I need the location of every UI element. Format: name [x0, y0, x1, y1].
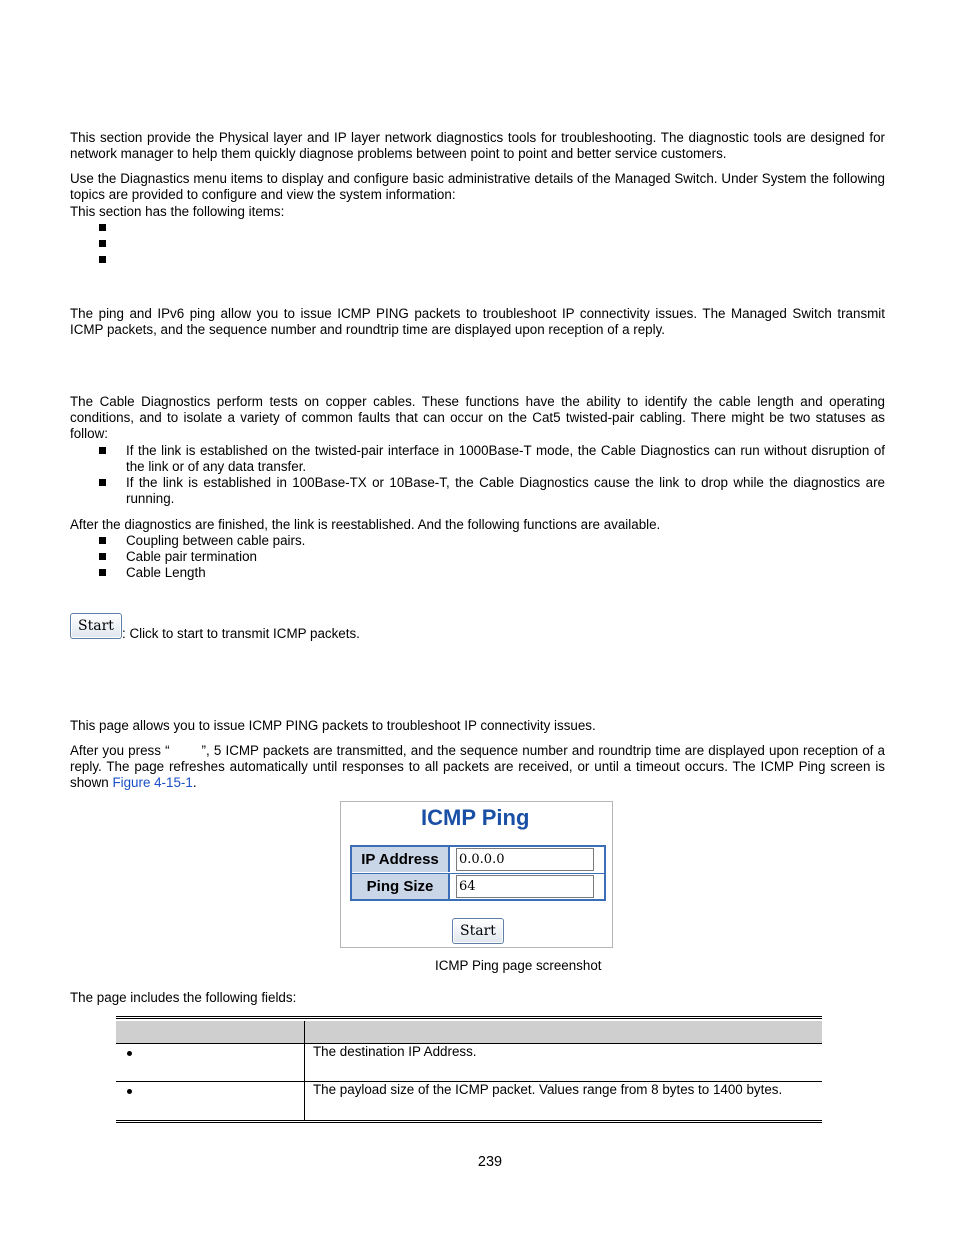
square-bullet-icon: [99, 240, 106, 247]
screenshot-title: ICMP Ping: [421, 805, 530, 830]
bullet-dot-icon: [127, 1051, 132, 1056]
bullet-dot-icon: [127, 1089, 132, 1094]
icmp-ping-screenshot: [340, 801, 613, 948]
cable-paragraph-1: The Cable Diagnostics perform tests on copper cables. These functions have the ability to identify the cable length and operating conditions, and to isolate a variety of common faults that can occur on the Cat5 twisted-pair cabling. There might be two statuses as follow:: [70, 394, 885, 441]
start-note-text: : Click to start to transmit ICMP packets.: [122, 626, 360, 641]
figure-caption: ICMP Ping page screenshot: [435, 958, 602, 973]
figure-link[interactable]: Figure 4-15-1: [112, 775, 193, 790]
square-bullet-icon: [99, 553, 106, 560]
square-bullet-icon: [99, 479, 106, 486]
cable-bullet-text: If the link is established in 100Base-TX or 10Base-T, the Cable Diagnostics cause the link to drop while the diagnostics are running.: [126, 475, 885, 506]
ping-size-label: Ping Size: [352, 874, 450, 899]
fields-table: [116, 1016, 822, 1124]
icmp-paragraph-2: [70, 743, 885, 791]
icmp-text-c: .: [192, 775, 197, 790]
ip-address-label: IP Address: [352, 847, 450, 872]
cable-bullet-text: If the link is established on the twisted-pair interface in 1000Base-T mode, the Cable Diagnostics can run without disruption of the link or of any data transfer.: [126, 443, 885, 474]
square-bullet-icon: [99, 224, 106, 231]
screenshot-start-button[interactable]: Start: [452, 918, 504, 944]
table-row-description: The payload size of the ICMP packet. Values range from 8 bytes to 1400 bytes.: [313, 1082, 783, 1097]
function-text: Coupling between cable pairs.: [126, 533, 306, 548]
page-number: 239: [477, 1154, 503, 1170]
ping-size-row: [352, 874, 604, 900]
cable-paragraph-2: After the diagnostics are finished, the link is reestablished. And the following functions are available.: [70, 517, 661, 532]
intro-paragraph-3: This section has the following items:: [70, 204, 285, 219]
function-text: Cable Length: [126, 565, 206, 580]
function-text: Cable pair termination: [126, 549, 257, 564]
icmp-paragraph-1: This page allows you to issue ICMP PING packets to troubleshoot IP connectivity issues.: [70, 718, 596, 733]
ping-form-table: [350, 845, 606, 901]
square-bullet-icon: [99, 537, 106, 544]
intro-paragraph-1: This section provide the Physical layer and IP layer network diagnostics tools for troubleshooting. The diagnostic tools are designed for network manager to help them quickly diagnose problems between point to point and better service customers.: [70, 130, 885, 161]
ping-paragraph: The ping and IPv6 ping allow you to issue ICMP PING packets to troubleshoot IP connectivity issues. The Managed Switch transmit ICMP packets, and the sequence number and roundtrip time are displayed upon reception of a reply.: [70, 306, 885, 337]
table-header: [116, 1021, 822, 1043]
ping-size-input[interactable]: [456, 875, 594, 898]
start-button[interactable]: Start: [70, 613, 122, 639]
ip-address-input[interactable]: [456, 848, 594, 871]
icmp-text-a: After you press “: [70, 743, 170, 758]
square-bullet-icon: [99, 447, 106, 454]
square-bullet-icon: [99, 256, 106, 263]
intro-paragraph-2: Use the Diagnastics menu items to display and configure basic administrative details of the Managed Switch. Under System the following topics are provided to configure and view the system information:: [70, 171, 885, 202]
ip-address-row: [352, 847, 604, 873]
icmp-text-b: ”, 5 ICMP packets are transmitted, and the sequence number and roundtrip time are displayed upon reception of a reply. The page refreshes automatically until responses to all packets are received, or until a timeout occurs. The ICMP Ping screen is shown: [70, 743, 885, 790]
square-bullet-icon: [99, 569, 106, 576]
table-row-description: The destination IP Address.: [313, 1044, 477, 1059]
fields-intro: The page includes the following fields:: [70, 990, 297, 1005]
